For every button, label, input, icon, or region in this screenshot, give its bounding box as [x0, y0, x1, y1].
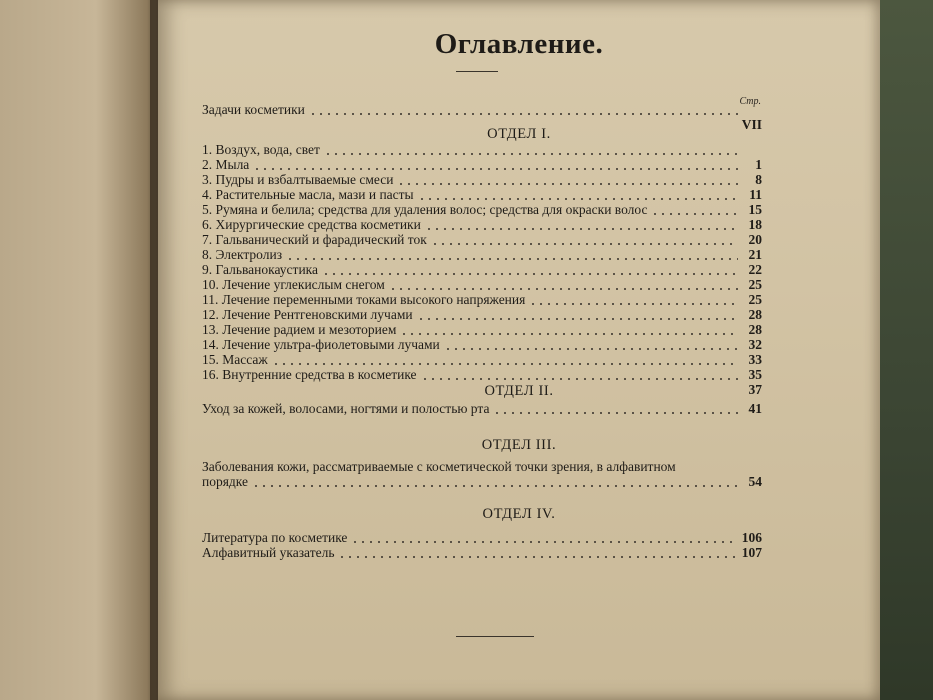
toc-entry-text: Литература по косметике [202, 530, 348, 545]
leader-dots [338, 556, 737, 558]
toc-entry [202, 217, 762, 233]
left-page [0, 0, 160, 700]
toc-entry-text: 11. Лечение переменными токами высокого напряжения [202, 292, 526, 307]
toc-entry-page: 32 [748, 337, 762, 352]
toc-entry-text: 12. Лечение Рентгеновскими лучами [202, 307, 413, 322]
toc-entry-page: 8 [755, 172, 762, 187]
toc-entry-page: VII [741, 117, 762, 132]
toc-entry-page: 41 [748, 401, 762, 416]
leader-dots [493, 412, 738, 414]
toc-entry [202, 277, 762, 293]
toc-entry-page: 22 [748, 262, 762, 277]
leader-dots [529, 303, 738, 305]
page-title: Оглавление. [434, 28, 604, 60]
leader-dots [322, 273, 738, 275]
toc-entry-text: 4. Растительные масла, мази и пасты [202, 187, 414, 202]
toc-entry-page: 25 [748, 292, 762, 307]
toc-entry-page: 106 [741, 530, 762, 545]
toc-entry [202, 352, 762, 368]
toc-entry-page: 33 [748, 352, 762, 367]
toc-entry [202, 157, 762, 173]
leader-dots [351, 541, 737, 543]
toc-entry [202, 530, 762, 546]
toc-entry-text: 9. Гальванокаустика [202, 262, 319, 277]
leader-dots [417, 318, 738, 320]
toc-entry [202, 307, 762, 323]
toc-entry-text: 2. Мыла [202, 157, 250, 172]
leader-dots [418, 198, 738, 200]
toc-entry-line: Заболевания кожи, рассматриваемые с косметической точки зрения, в алфавитном [202, 459, 676, 474]
toc-entry [202, 367, 762, 383]
toc-entry-page: 54 [748, 474, 762, 489]
toc-entry-text: 15. Массаж [202, 352, 268, 367]
toc-entry-text: Алфавитный указатель [202, 545, 335, 560]
section-heading-3: ОТДЕЛ III. [481, 437, 557, 453]
toc-entry-text: порядке [202, 474, 249, 489]
book-page [158, 0, 880, 700]
toc-entry [202, 187, 762, 203]
leader-dots [425, 228, 738, 230]
section-heading-1: ОТДЕЛ I. [487, 126, 551, 142]
toc-entry-page: 28 [748, 307, 762, 322]
leader-dots [431, 243, 738, 245]
page-column-label: Стр. [739, 96, 761, 107]
toc-entry [202, 322, 762, 338]
toc-entry [202, 262, 762, 278]
toc-entry-text: 8. Электролиз [202, 247, 283, 262]
leader-dots [309, 113, 738, 115]
leader-dots [651, 213, 738, 215]
leader-dots [421, 378, 738, 380]
section-heading-4: ОТДЕЛ IV. [482, 506, 556, 522]
toc-entry-text: 16. Внутренние средства в косметике [202, 367, 417, 382]
toc-entry-text: 1. Воздух, вода, свет [202, 142, 320, 157]
toc-entry [202, 474, 762, 490]
toc-entry-intro [202, 102, 762, 118]
toc-entry-text: 5. Румяна и белила; средства для удаления волос; средства для окраски волос [202, 202, 648, 217]
toc-entry-page: 20 [748, 232, 762, 247]
toc-entry [202, 202, 762, 218]
toc-entry [202, 545, 762, 561]
toc-entry-text: 7. Гальванический и фарадический ток [202, 232, 427, 247]
bottom-rule [456, 636, 534, 637]
section-heading-2: ОТДЕЛ II. [484, 383, 554, 399]
leader-dots [253, 168, 738, 170]
toc-entry-page: 107 [741, 545, 762, 560]
toc-entry [202, 142, 762, 158]
leader-dots [389, 288, 738, 290]
toc-entry-text: Задачи косметики [202, 102, 305, 117]
toc-entry-page: 28 [748, 322, 762, 337]
toc-entry [202, 292, 762, 308]
toc-entry-text: 10. Лечение углекислым снегом [202, 277, 385, 292]
toc-entry-text: 3. Пудры и взбалтываемые смеси [202, 172, 394, 187]
leader-dots [324, 153, 738, 155]
toc-entry [202, 232, 762, 248]
leader-dots [400, 333, 738, 335]
toc-entry-page: 15 [748, 202, 762, 217]
toc-entry-page: 21 [748, 247, 762, 262]
toc-entry-page: 37 [748, 382, 762, 397]
toc-entry [202, 401, 762, 417]
leader-dots [252, 485, 738, 487]
toc-entry-text: 14. Лечение ультра-фиолетовыми лучами [202, 337, 440, 352]
toc-entry [202, 247, 762, 263]
toc-entry-page: 35 [748, 367, 762, 382]
toc-entry [202, 337, 762, 353]
toc-entry-page: 18 [748, 217, 762, 232]
leader-dots [444, 348, 738, 350]
toc-entry-page: 1 [755, 157, 762, 172]
toc-entry-text: Уход за кожей, волосами, ногтями и полостью рта [202, 401, 490, 416]
toc-entry-page: 25 [748, 277, 762, 292]
toc-entry-page: 11 [749, 187, 762, 202]
toc-entry-text: 13. Лечение радием и мезоторием [202, 322, 397, 337]
leader-dots [397, 183, 738, 185]
title-rule [456, 71, 498, 72]
leader-dots [272, 363, 738, 365]
toc-entry-text: 6. Хирургические средства косметики [202, 217, 421, 232]
leader-dots [286, 258, 738, 260]
toc-entry [202, 172, 762, 188]
